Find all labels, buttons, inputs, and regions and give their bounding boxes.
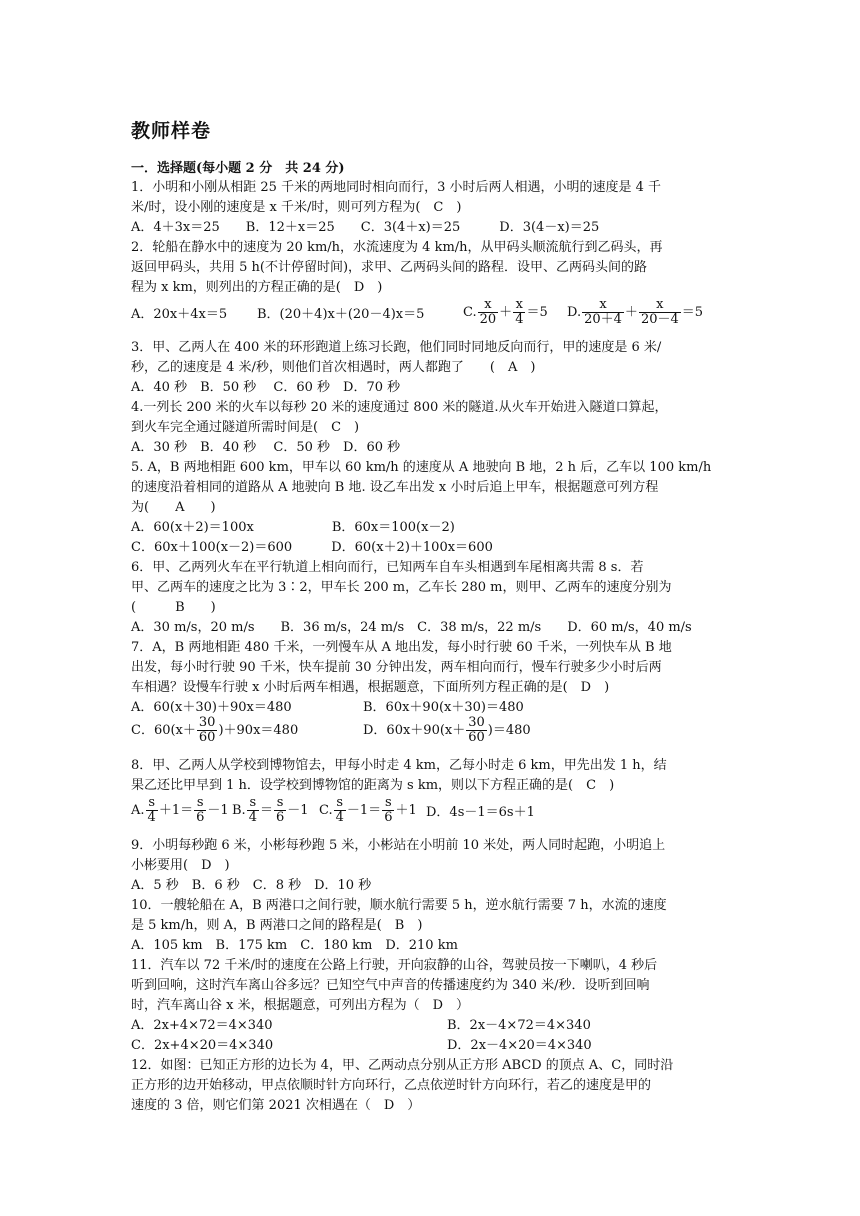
question-8-line-2: 果乙还比甲早到 1 h．设学校到博物馆的距离为 s km，则以下方程正确的是( C ) — [131, 778, 615, 793]
option-c-middle: －1＝ — [346, 803, 382, 818]
fraction — [382, 796, 394, 825]
question-6-line-3: ( B ) — [131, 600, 216, 615]
question-7-line-1: 7．A，B 两地相距 480 千米，一列慢车从 A 地出发，每小时行驶 60 千米，一列快车从 B 地 — [131, 640, 672, 655]
denominator: 4 — [147, 810, 156, 825]
option-c-prefix: C. — [463, 305, 477, 320]
option-d-tail: ＝5 — [681, 305, 704, 320]
question-3-line-2: 秒，乙的速度是 4 米/秒，则他们首次相遇时，两人都跑了 ( A ) — [131, 360, 536, 375]
denominator: 60 — [198, 730, 216, 745]
question-7-line-3: 车相遇？设慢车行驶 x 小时后两车相遇，根据题意，下面所列方程正确的是( D ) — [131, 680, 610, 695]
question-11-line-2: 听到回响，这时汽车离山谷多远？已知空气中声音的传播速度约为 340 米/秒．设听到回响 — [131, 978, 650, 993]
option-a-prefix: A. — [131, 803, 145, 818]
question-1-options: A．4＋3x＝25 B．12＋x＝25 C．3(4＋x)＝25 D．3(4－x)＝25 — [131, 220, 600, 235]
fraction — [146, 796, 158, 825]
numerator: s — [274, 796, 286, 811]
option-a — [131, 796, 229, 825]
option-a: A．20x＋4x＝5 — [131, 307, 228, 322]
option-a: A．2x+4×72＝4×340 — [131, 1018, 273, 1033]
option-b: B．2x－4×72＝4×340 — [447, 1018, 591, 1033]
question-9-line-2: 小彬要用( D ) — [131, 858, 230, 873]
question-1-line-1: 1．小明和小刚从相距 25 千米的两地同时相向而行，3 小时后两人相遇，小明的速度是 4 千 — [131, 180, 662, 195]
option-c-tail: ＋1 — [395, 803, 417, 818]
question-5-options-ab: A．60(x＋2)＝100x B．60x＝100(x－2) — [131, 520, 455, 535]
question-12-line-2: 正方形的边开始移动，甲点依顺时针方向环行，乙点依逆时针方向环行，若乙的速度是甲的 — [131, 1078, 652, 1093]
question-3-line-1: 3．甲、乙两人在 400 米的环形跑道上练习长跑，他们同时同地反向而行，甲的速度是 6 米/ — [131, 340, 662, 355]
fraction — [466, 716, 487, 745]
operator: ＋ — [499, 305, 513, 320]
denominator: 4 — [335, 810, 344, 825]
question-3-options: A．40 秒 B．50 秒 C．60 秒 D．70 秒 — [131, 380, 401, 395]
numerator: s — [334, 796, 346, 811]
option-b — [232, 796, 309, 825]
numerator: s — [382, 796, 394, 811]
option-d: D．2x－4×20＝4×340 — [447, 1038, 592, 1053]
fraction — [639, 298, 681, 327]
numerator: 30 — [198, 715, 216, 730]
question-6-line-1: 6．甲、乙两列火车在平行轨道上相向而行，已知两车自车头相遇到车尾相离共需 8 s．若 — [131, 560, 644, 575]
question-1-line-2: 米/时，设小刚的速度是 x 千米/时，则可列方程为( C ) — [131, 200, 462, 215]
option-d — [567, 298, 703, 327]
section-heading: 一．选择题(每小题 2 分 共 24 分) — [131, 161, 345, 176]
option-d — [363, 716, 531, 745]
question-4-options: A．30 秒 B．40 秒 C．50 秒 D．60 秒 — [131, 440, 401, 455]
option-b: B．60x＋90(x＋30)＝480 — [363, 700, 524, 715]
numerator: s — [146, 796, 158, 811]
question-2-line-2: 返回甲码头，共用 5 h(不计停留时间)，求甲、乙两码头间的路程．设甲、乙两码头间的路 — [131, 260, 648, 275]
option-b-prefix: B. — [232, 803, 246, 818]
option-d: D．4s－1＝6s＋1 — [426, 805, 535, 820]
numerator: s — [247, 796, 259, 811]
question-12-line-1: 12．如图：已知正方形的边长为 4，甲、乙两动点分别从正方形 ABCD 的顶点 A、C，同时沿 — [131, 1058, 674, 1073]
question-5-line-1: 5. A，B 两地相距 600 km，甲车以 60 km/h 的速度从 A 地驶向 B 地，2 h 后，乙车以 100 km/h — [131, 460, 712, 475]
question-10-line-1: 10．一艘轮船在 A，B 两港口之间行驶，顺水航行需要 5 h，逆水航行需要 7 h，水流的速度 — [131, 898, 667, 913]
option-a-tail: －1 — [207, 803, 229, 818]
denominator: 6 — [384, 810, 393, 825]
question-9-line-1: 9．小明每秒跑 6 米，小彬每秒跑 5 米，小彬站在小明前 10 米处，两人同时起跑，小明追上 — [131, 838, 666, 853]
numerator: x — [639, 298, 681, 313]
option-d-prefix: D. — [567, 305, 582, 320]
question-8-line-1: 8．甲、乙两人从学校到博物馆去，甲每小时走 4 km，乙每小时走 6 km，甲先出发 1 h，结 — [131, 758, 667, 773]
option-c-tail: )＋90x＝480 — [218, 723, 299, 738]
denominator: 20－4 — [640, 312, 679, 327]
option-c-tail: ＝5 — [526, 305, 548, 320]
page-title: 教师样卷 — [131, 120, 212, 142]
option-a-middle: ＋1＝ — [158, 803, 194, 818]
option-b-tail: －1 — [287, 803, 309, 818]
question-4-line-1: 4.一列长 200 米的火车以每秒 20 米的速度通过 800 米的隧道.从火车开始进入隧道口算起， — [131, 400, 668, 415]
question-7-line-2: 出发，每小时行驶 90 千米，快车提前 30 分钟出发，两车相向而行，慢车行驶多少小时后两 — [131, 660, 662, 675]
fraction — [197, 716, 218, 745]
question-4-line-2: 到火车完全通过隧道所需时间是( C ) — [131, 420, 360, 435]
denominator: 4 — [248, 810, 257, 825]
numerator: x — [582, 298, 624, 313]
denominator: 6 — [196, 810, 205, 825]
denominator: 20＋4 — [584, 312, 622, 327]
option-a: A．60(x＋30)＋90x＝480 — [131, 700, 292, 715]
question-2-line-1: 2．轮船在静水中的速度为 20 km/h，水流速度为 4 km/h，从甲码头顺流航行到乙码头，再 — [131, 240, 663, 255]
fraction — [513, 298, 525, 327]
question-5-options-cd: C．60x＋100(x－2)＝600 D．60(x＋2)＋100x＝600 — [131, 540, 493, 555]
fraction — [582, 298, 624, 327]
question-9-options: A．5 秒 B．6 秒 C．8 秒 D．10 秒 — [131, 878, 372, 893]
option-d-prefix: D．60x＋90(x＋ — [363, 723, 466, 738]
option-c: C．2x+4×20＝4×340 — [131, 1038, 274, 1053]
question-11-line-3: 时，汽车离山谷 x 米，根据题意，可列出方程为（ D ） — [131, 998, 470, 1013]
numerator: x — [478, 298, 499, 313]
fraction — [334, 796, 346, 825]
denominator: 4 — [515, 312, 524, 327]
question-10-line-2: 是 5 km/h，则 A，B 两港口之间的路程是( B ) — [131, 918, 423, 933]
option-c-prefix: C．60(x＋ — [131, 723, 196, 738]
option-b: B．(20＋4)x＋(20－4)x＝5 — [257, 307, 425, 322]
option-c — [319, 796, 417, 825]
option-c-prefix: C. — [319, 803, 333, 818]
option-c — [131, 716, 298, 745]
fraction — [274, 796, 286, 825]
question-11-line-1: 11．汽车以 72 千米/时的速度在公路上行驶，开向寂静的山谷，驾驶员按一下喇叭，4 秒后 — [131, 958, 658, 973]
question-5-line-3: 为( A ) — [131, 500, 216, 515]
numerator: x — [513, 298, 525, 313]
question-2-line-3: 程为 x km，则列出的方程正确的是( D ) — [131, 280, 383, 295]
denominator: 60 — [468, 730, 485, 745]
question-6-line-2: 甲、乙两车的速度之比为 3∶2，甲车长 200 m，乙车长 280 m，则甲、乙两车的速度分别为 — [131, 580, 672, 595]
option-b-middle: ＝ — [259, 803, 273, 818]
fraction — [247, 796, 259, 825]
fraction — [194, 796, 206, 825]
question-6-options: A．30 m/s，20 m/s B．36 m/s，24 m/s C．38 m/s，22 m/s D．60 m/s，40 m/s — [131, 620, 692, 635]
question-12-line-3: 速度的 3 倍，则它们第 2021 次相遇在（ D ） — [131, 1098, 421, 1113]
fraction — [478, 298, 499, 327]
numerator: 30 — [468, 715, 485, 730]
denominator: 6 — [275, 810, 285, 825]
question-10-options: A．105 km B．175 km C．180 km D．210 km — [131, 938, 458, 953]
numerator: s — [194, 796, 206, 811]
question-5-line-2: 的速度沿着相同的道路从 A 地驶向 B 地. 设乙车出发 x 小时后追上甲车，根据题意可列方程 — [131, 480, 659, 495]
operator: ＋ — [624, 305, 638, 320]
option-d-tail: )＝480 — [487, 723, 531, 738]
option-c — [463, 298, 548, 327]
denominator: 20 — [479, 312, 497, 327]
